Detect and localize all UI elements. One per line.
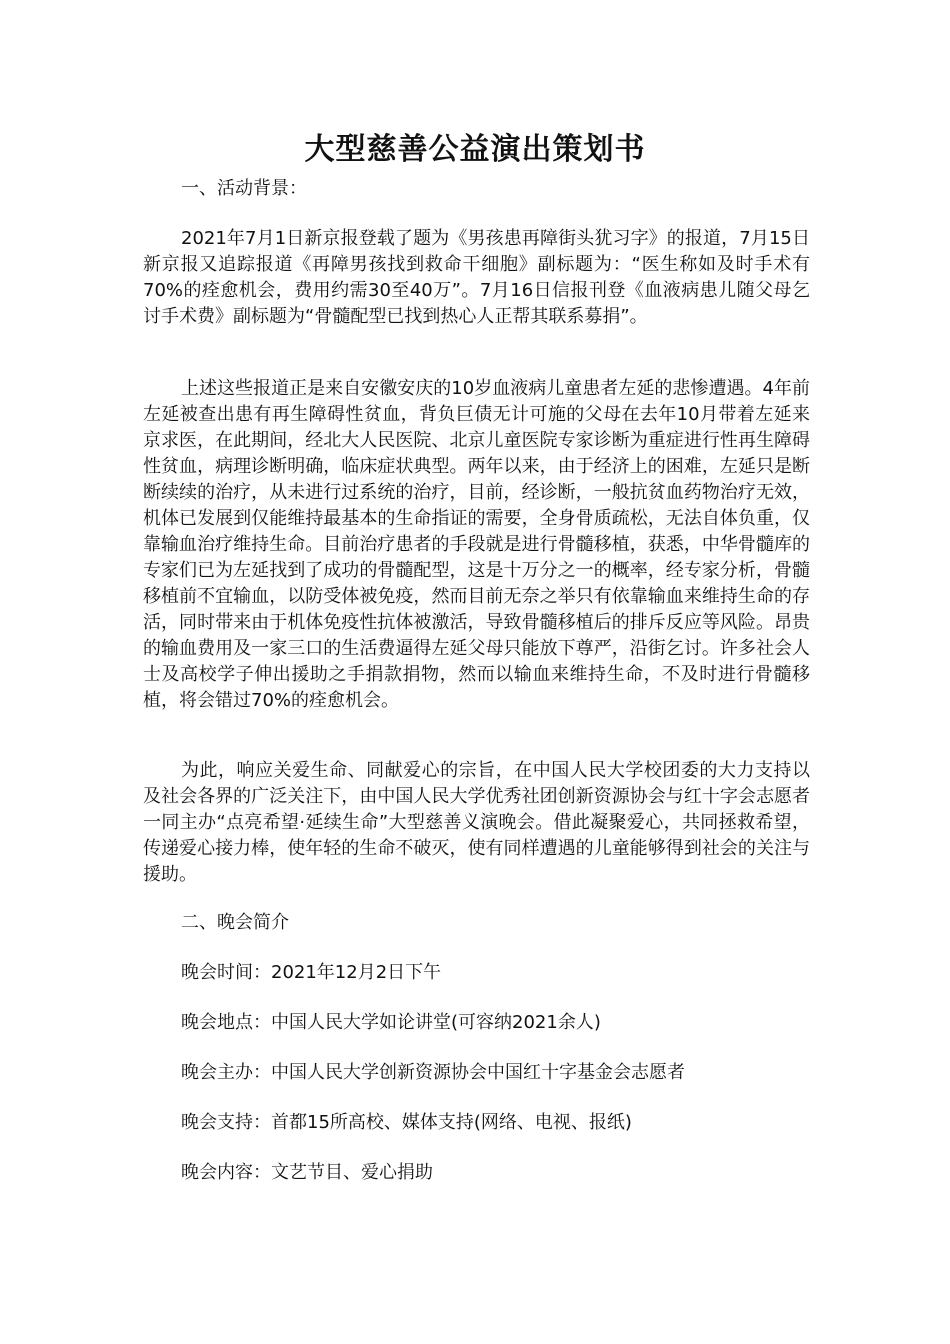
section-heading-overview: 二、晚会简介 <box>181 912 289 933</box>
info-time: 晚会时间：2021年12月2日下午 <box>181 962 442 983</box>
section-heading-background: 一、活动背景： <box>181 178 307 199</box>
paragraph-patient-story: 上述这些报道正是来自安徽安庆的10岁血液病儿童患者左延的悲惨遭遇。4年前左延被查出患有再生障碍性贫血，背负巨债无计可施的父母在去年10月带着左延来京求医，在此期间，经北大人民医院、北京儿童医院专家诊断为重症进行性再生障碍性贫血，病理诊断明确，临床症状典型。两年以来，由于经济上的困难，左延只是断断续续的治疗，从未进行过系统的治疗，目前，经诊断，一般抗贫血药物治疗无效，机体已发展到仅能维持最基本的生命指证的需要，全身骨质疏松，无法自体负重，仅靠输血治疗维持生命。目前治疗患者的手段就是进行骨髓移植，获悉，中华骨髓库的专家们已为左延找到了成功的骨髓配型，这是十万分之一的概率，经专家分析，骨髓移植前不宜输血，以防受体被免疫，然而目前无奈之举只有依靠输血来维持生命的存活，同时带来由于机体免疫性抗体被激活，导致骨髓移植后的排斥反应等风险。昂贵的输血费用及一家三口的生活费逼得左延父母只能放下尊严，沿街乞讨。许多社会人士及高校学子伸出援助之手捐款捐物，然而以输血来维持生命，不及时进行骨髓移植，将会错过70%的痊愈机会。 <box>143 378 810 711</box>
document-title: 大型慈善公益演出策划书 <box>304 132 646 167</box>
info-content: 晚会内容：文艺节目、爱心捐助 <box>181 1162 433 1183</box>
paragraph-news-reports: 2021年7月1日新京报登载了题为《男孩患再障街头犹习字》的报道，7月15日新京报又追踪报道《再障男孩找到救命干细胞》副标题为：“医生称如及时手术有70%的痊愈机会，费用约需30至40万”。7月16日信报刊登《血液病患儿随父母乞讨手术费》副标题为“骨髓配型已找到热心人正帮其联系募捐”。 <box>143 228 810 327</box>
paragraph-purpose: 为此，响应关爱生命、同献爱心的宗旨，在中国人民大学校团委的大力支持以及社会各界的广泛关注下，由中国人民大学优秀社团创新资源协会与红十字会志愿者一同主办“点亮希望·延续生命”大型慈善义演晚会。借此凝聚爱心，共同拯救希望，传递爱心接力棒，使年轻的生命不破灭，使有同样遭遇的儿童能够得到社会的关注与援助。 <box>143 760 810 885</box>
info-support: 晚会支持：首都15所高校、媒体支持(网络、电视、报纸) <box>181 1112 632 1133</box>
info-organizer: 晚会主办：中国人民大学创新资源协会中国红十字基金会志愿者 <box>181 1062 685 1083</box>
info-location: 晚会地点：中国人民大学如论讲堂(可容纳2021余人) <box>181 1012 601 1033</box>
